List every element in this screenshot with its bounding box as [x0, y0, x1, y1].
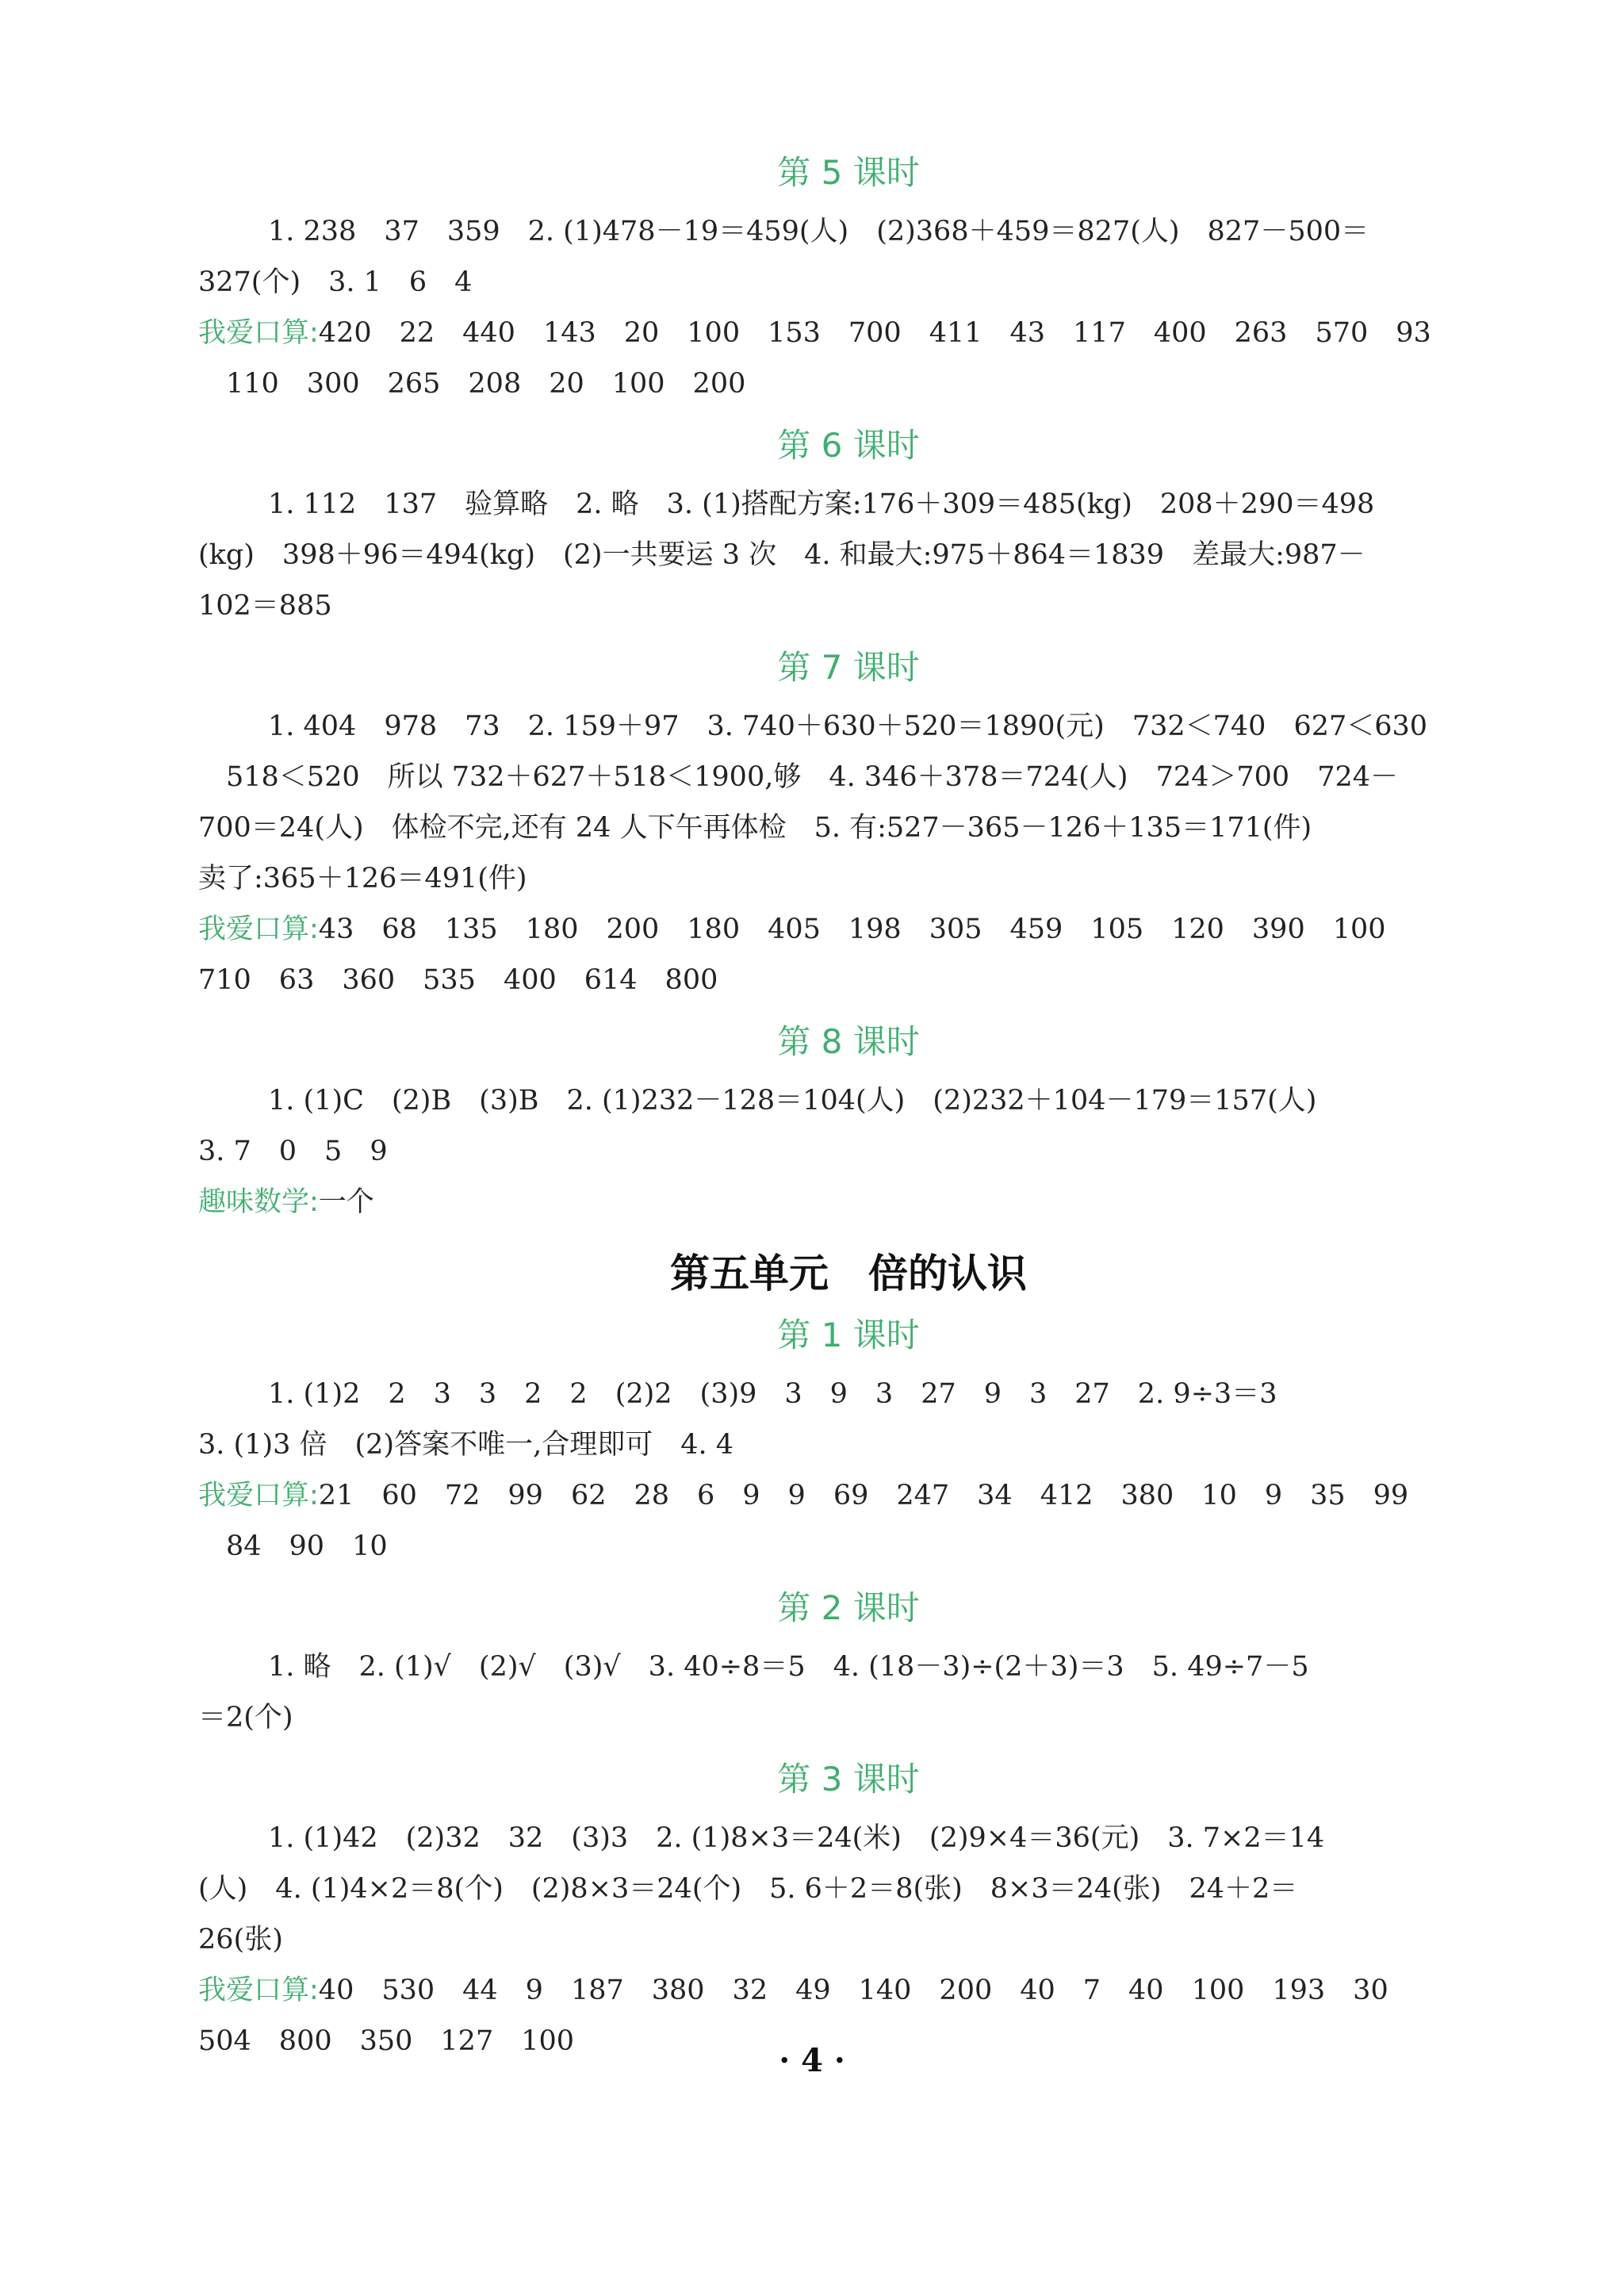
- lesson-5-answer-line: 1. 238 37 359 2. (1)478－19＝459(人) (2)368＋459＝827(人) 827－500＝: [268, 216, 1369, 247]
- lesson-6-title: 第 6 课时: [777, 426, 920, 465]
- lesson-8-fun-math: [198, 1177, 1499, 1228]
- unit-5-lesson-3-oral-calc-cont: 504 800 350 127 100: [198, 2025, 575, 2057]
- lesson-6-answer-line: 102＝885: [198, 590, 332, 622]
- lesson-8-title: 第 8 课时: [777, 1022, 920, 1061]
- unit-5-lesson-3-oral-calc: [198, 1965, 1499, 2016]
- lesson-5-title: 第 5 课时: [777, 153, 920, 192]
- unit-5-lesson-1-title: 第 1 课时: [777, 1316, 920, 1354]
- lesson-6-answer-line: 1. 112 137 验算略 2. 略 3. (1)搭配方案:176＋309＝485(kg) 208＋290＝498: [268, 488, 1375, 520]
- unit-5-lesson-2-answer-line: 1. 略 2. (1)√ (2)√ (3)√ 3. 40÷8＝5 4. (18－3)÷(2＋3)＝3 5. 49÷7－5: [268, 1651, 1309, 1683]
- unit-5-lesson-3-answer-line: 26(张): [198, 1924, 283, 1956]
- lesson-7-oral-calc: [198, 904, 1499, 955]
- lesson-8-answer-line: 1. (1)C (2)B (3)B 2. (1)232－128＝104(人) (2)232＋104－179＝157(人): [268, 1085, 1317, 1117]
- lesson-5-oral-calc-cont: 110 300 265 208 20 100 200: [198, 368, 746, 400]
- lesson-7-oral-calc-cont: 710 63 360 535 400 614 800: [198, 964, 718, 996]
- oral-calc-answers: 420 22 440 143 20 100 153 700 411 43 117 400 263 570 93: [318, 317, 1431, 349]
- fun-math-answer: 一个: [318, 1186, 374, 1218]
- lesson-7-answer-line: 518＜520 所以 732＋627＋518＜1900,够 4. 346＋378＝724(人) 724＞700 724－: [198, 761, 1398, 793]
- lesson-8-answer-line: 3. 7 0 5 9: [198, 1136, 388, 1167]
- unit-5-lesson-3-title: 第 3 课时: [777, 1760, 920, 1799]
- fun-math-label: 趣味数学:: [198, 1186, 319, 1218]
- unit-5-lesson-3-answer-line: (人) 4. (1)4×2＝8(个) (2)8×3＝24(个) 5. 6＋2＝8(张) 8×3＝24(张) 24＋2＝: [198, 1873, 1298, 1905]
- unit-5-lesson-1-oral-calc: [198, 1470, 1499, 1521]
- unit-5-lesson-1-answer-line: 1. (1)2 2 3 3 2 2 (2)2 (3)9 3 9 3 27 9 3 27 2. 9÷3＝3: [268, 1378, 1277, 1410]
- oral-calc-label: 我爱口算:: [198, 1975, 319, 2006]
- unit-5-lesson-1-oral-calc-cont: 84 90 10: [198, 1530, 388, 1562]
- unit-5-lesson-3-answer-line: 1. (1)42 (2)32 32 (3)3 2. (1)8×3＝24(米) (2)9×4＝36(元) 3. 7×2＝14: [268, 1822, 1325, 1854]
- unit-5-lesson-2-answer-line: ＝2(个): [198, 1702, 293, 1733]
- lesson-7-answer-line: 1. 404 978 73 2. 159＋97 3. 740＋630＋520＝1890(元) 732＜740 627＜630: [268, 711, 1428, 742]
- lesson-7-answer-line: 卖了:365＋126＝491(件): [198, 863, 527, 894]
- lesson-5-oral-calc: [198, 308, 1499, 358]
- lesson-7-title: 第 7 课时: [777, 648, 920, 687]
- unit-5-lesson-2-title: 第 2 课时: [777, 1588, 920, 1627]
- oral-calc-label: 我爱口算:: [198, 914, 319, 945]
- unit-5-lesson-1-answer-line: 3. (1)3 倍 (2)答案不唯一,合理即可 4. 4: [198, 1429, 733, 1461]
- lesson-7-answer-line: 700＝24(人) 体检不完,还有 24 人下午再体检 5. 有:527－365－126＋135＝171(件): [198, 812, 1312, 844]
- lesson-6-answer-line: (kg) 398＋96＝494(kg) (2)一共要运 3 次 4. 和最大:975＋864＝1839 差最大:987－: [198, 539, 1365, 571]
- unit-5-title: 第五单元 倍的认识: [670, 1251, 1027, 1297]
- oral-calc-answers: 40 530 44 9 187 380 32 49 140 200 40 7 40 100 193 30: [318, 1975, 1388, 2006]
- oral-calc-answers: 21 60 72 99 62 28 6 9 9 69 247 34 412 380 10 9 35 99: [318, 1480, 1409, 1511]
- oral-calc-label: 我爱口算:: [198, 1480, 319, 1511]
- oral-calc-answers: 43 68 135 180 200 180 405 198 305 459 105 120 390 100: [318, 914, 1386, 945]
- oral-calc-label: 我爱口算:: [198, 317, 319, 349]
- page-number: · 4 ·: [779, 2042, 845, 2079]
- page-content: [198, 151, 1499, 2067]
- lesson-5-answer-line: 327(个) 3. 1 6 4: [198, 266, 473, 298]
